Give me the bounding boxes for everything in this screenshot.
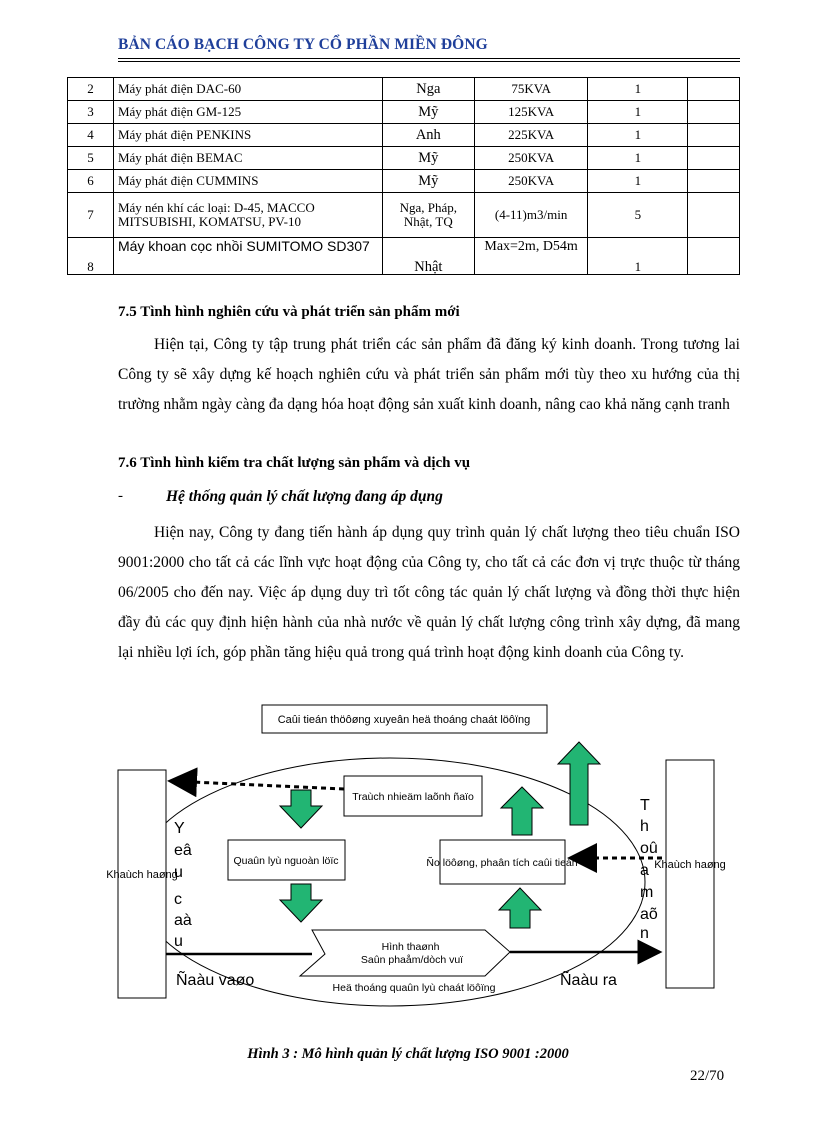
equipment-origin: Nga <box>382 78 474 101</box>
requirements-char: Y <box>174 820 185 837</box>
equipment-spec: 125KVA <box>474 101 587 124</box>
customer-label-right <box>654 859 726 871</box>
table-row <box>68 170 740 193</box>
equipment-name: Máy khoan cọc nhồi SUMITOMO SD307 <box>113 238 382 275</box>
equipment-note <box>688 101 740 124</box>
table-row <box>68 78 740 101</box>
customer-label-left <box>106 869 178 881</box>
table-row <box>68 147 740 170</box>
row-number: 8 <box>68 238 114 275</box>
section-7-6-paragraph <box>118 518 740 668</box>
requirements-char: u <box>174 933 183 950</box>
iso-process-diagram <box>100 700 740 1010</box>
satisfaction-char: oû <box>640 840 658 857</box>
section-heading-7-6: 7.6 Tình hình kiểm tra chất lượng sản phẩm và dịch vụ <box>118 455 471 471</box>
row-number: 3 <box>68 101 114 124</box>
equipment-origin: Anh <box>382 124 474 147</box>
row-number: 2 <box>68 78 114 101</box>
customer-box-right <box>666 760 714 988</box>
row-number: 5 <box>68 147 114 170</box>
equipment-name: Máy phát điện GM-125 <box>113 101 382 124</box>
equipment-quantity: 1 <box>588 101 688 124</box>
qms-label: Heä thoáng quaûn lyù chaát löôïng <box>332 982 496 994</box>
customer-label-left-text: Khaùch haøng <box>106 869 178 881</box>
customer-box-left <box>118 770 166 998</box>
equipment-note <box>688 238 740 275</box>
equipment-name: Máy phát điện PENKINS <box>113 124 382 147</box>
equipment-quantity: 5 <box>588 193 688 238</box>
paragraph-text: Hiện tại, Công ty tập trung phát triển các sản phẩm đã đăng ký kinh doanh. Trong tương lai Công ty sẽ xây dựng kế hoạch nghiên cứu và phát triển sản phẩm mới tùy theo xu hướng của thị trường nhằm ngày càng đa dạng hóa hoạt động sản xuất kinh doanh, nâng cao khả năng cạnh tranh <box>118 336 740 413</box>
feedback-arrow-left <box>170 781 344 789</box>
section-heading-7-5: 7.5 Tình hình nghiên cứu và phát triển sản phẩm mới <box>118 304 460 320</box>
measurement-label-text: Ño löôøng, phaân tích caûi tieán <box>426 857 578 869</box>
equipment-origin: Mỹ <box>382 147 474 170</box>
satisfaction-char: aõ <box>640 906 658 923</box>
equipment-spec: (4-11)m3/min <box>474 193 587 238</box>
row-number: 6 <box>68 170 114 193</box>
equipment-name: Máy phát điện CUMMINS <box>113 170 382 193</box>
equipment-quantity: 1 <box>588 147 688 170</box>
equipment-table <box>67 77 740 275</box>
equipment-note <box>688 78 740 101</box>
equipment-spec: 250KVA <box>474 170 587 193</box>
management-responsibility-label: Traùch nhieäm laõnh ñaïo <box>352 791 474 803</box>
table-row <box>68 101 740 124</box>
subsection-heading: Hệ thống quản lý chất lượng đang áp dụng <box>166 488 443 505</box>
equipment-name: Máy phát điện DAC-60 <box>113 78 382 101</box>
product-realization-line1: Hình thaønh <box>381 941 440 953</box>
input-label: Ñaàu vaøo <box>176 972 255 989</box>
equipment-note <box>688 147 740 170</box>
page-number: 22/70 <box>690 1068 725 1084</box>
equipment-quantity: 1 <box>588 124 688 147</box>
down-arrow-icon <box>280 884 322 922</box>
paragraph-text: Hiện nay, Công ty đang tiến hành áp dụng quy trình quản lý chất lượng theo tiêu chuẩn ISO 9001:2000 cho tất cả các lĩnh vực hoạt động của Công ty, cho tất cả các đơn vị trực thuộc từ tháng 06/2005 cho đến nay. Việc áp dụng duy trì tốt công tác quản lý chất lượng và đồng thời thực hiện đầy đủ các quy định hiện hành của nhà nước về quản lý chất lượng công trình xây dựng, đã mang lại nhiều lợi ích, góp phần tăng hiệu quả trong quá trình hoạt động kinh doanh của Công ty. <box>118 524 740 661</box>
equipment-spec: 250KVA <box>474 147 587 170</box>
satisfaction-char: n <box>640 925 649 942</box>
requirements-char: c <box>174 891 182 908</box>
equipment-origin: Mỹ <box>382 170 474 193</box>
equipment-note <box>688 124 740 147</box>
figure-caption: Hình 3 : Mô hình quản lý chất lượng ISO 9001 :2000 <box>247 1046 569 1062</box>
equipment-note <box>688 170 740 193</box>
output-label: Ñaàu ra <box>560 972 617 989</box>
requirements-char: aà <box>174 912 192 929</box>
up-arrow-icon <box>558 742 600 825</box>
resource-management-label: Quaûn lyù nguoàn löïc <box>233 855 339 867</box>
product-realization-shape <box>300 930 510 976</box>
up-arrow-icon <box>501 787 543 835</box>
customer-label-right-text: Khaùch haøng <box>654 859 726 871</box>
equipment-spec: Max=2m, D54m <box>474 238 587 275</box>
header-rule-double <box>118 61 740 62</box>
section-7-5-paragraph <box>118 330 740 420</box>
table-row <box>68 124 740 147</box>
equipment-quantity: 1 <box>588 238 688 275</box>
equipment-origin: Mỹ <box>382 101 474 124</box>
equipment-name: Máy phát điện BEMAC <box>113 147 382 170</box>
header-rule <box>118 58 740 59</box>
measurement-label <box>426 856 577 869</box>
down-arrow-icon <box>280 790 322 828</box>
satisfaction-char: h <box>640 818 649 835</box>
document-header-title: BẢN CÁO BẠCH CÔNG TY CỔ PHẦN MIỀN ĐÔNG <box>118 36 488 53</box>
equipment-origin: Nhật <box>382 238 474 275</box>
equipment-quantity: 1 <box>588 78 688 101</box>
satisfaction-char: a <box>640 862 649 879</box>
bullet-dash: - <box>118 488 123 504</box>
satisfaction-char: m <box>640 884 654 901</box>
equipment-quantity: 1 <box>588 170 688 193</box>
requirements-char: u <box>174 864 183 881</box>
table-row <box>68 193 740 238</box>
requirements-label <box>174 820 192 950</box>
equipment-spec: 75KVA <box>474 78 587 101</box>
row-number: 4 <box>68 124 114 147</box>
up-arrow-icon <box>499 888 541 928</box>
equipment-name: Máy nén khí các loại: D-45, MACCO MITSUBISHI, KOMATSU, PV-10 <box>113 193 382 238</box>
equipment-spec: 225KVA <box>474 124 587 147</box>
equipment-note <box>688 193 740 238</box>
improvement-label: Caûi tieán thöôøng xuyeân heä thoáng chaát löôïng <box>277 714 531 726</box>
satisfaction-char: T <box>640 797 650 814</box>
table-row <box>68 238 740 275</box>
product-realization-line2: Saûn phaåm/dòch vuï <box>360 954 464 966</box>
requirements-char: eâ <box>174 842 192 859</box>
row-number: 7 <box>68 193 114 238</box>
equipment-origin: Nga, Pháp, Nhật, TQ <box>382 193 474 238</box>
